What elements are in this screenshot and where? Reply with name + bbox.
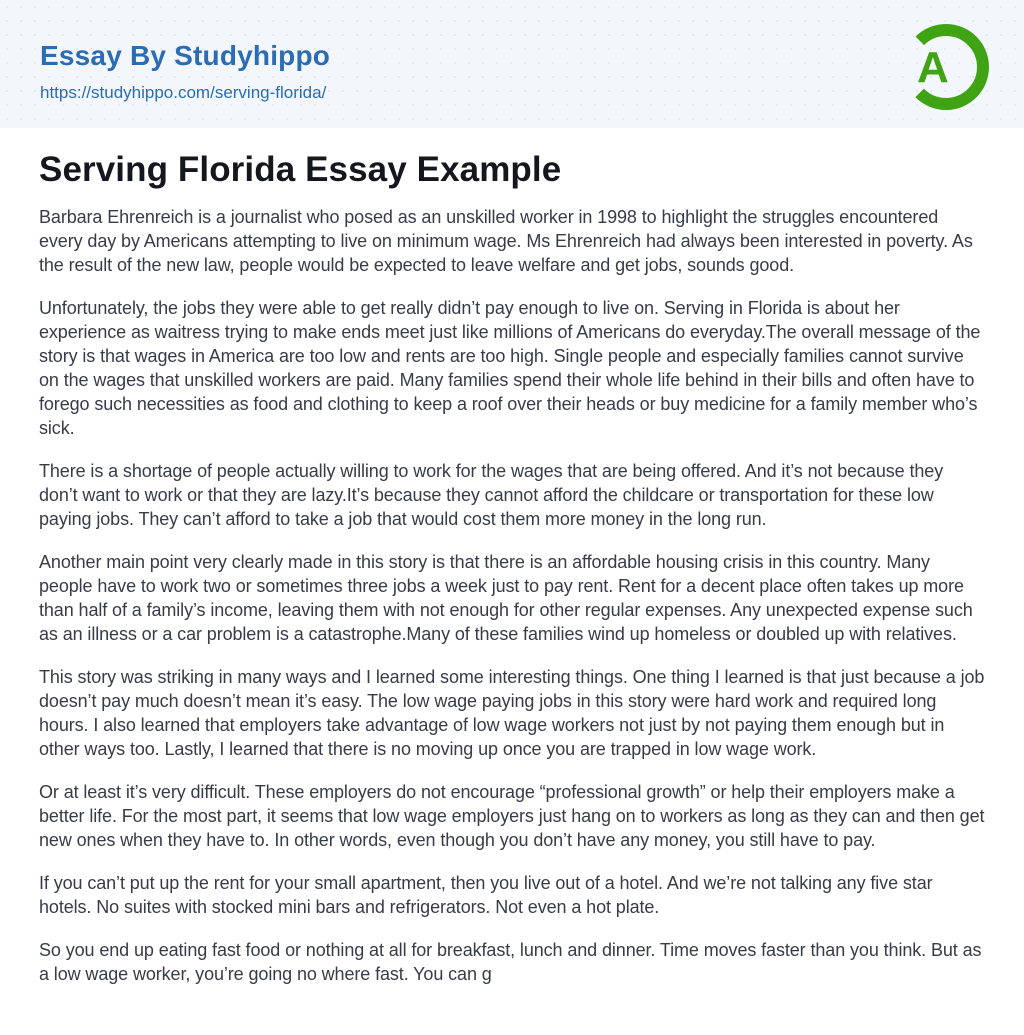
- paragraph: There is a shortage of people actually willing to work for the wages that are being offered. And it’s not because they don’t want to work or that they are lazy.It’s because they cannot afford the childcare or transportation for these low paying jobs. They can’t afford to take a job that would cost them more money in the long run.: [39, 461, 944, 529]
- paragraph: Barbara Ehrenreich is a journalist who posed as an unskilled worker in 1998 to highlight the struggles encountered every day by Americans attempting to live on minimum wage. Ms Ehrenreich had always been interested in poverty. As the result of the new law, people would be expected to leave welfare and get jobs, sounds good.: [39, 207, 973, 275]
- paragraph: If you can’t put up the rent for your small apartment, then you live out of a hotel. And we’re not talking any five star hotels. No suites with stocked mini bars and refrigerators. Not even a hot plate.: [39, 873, 933, 917]
- logo-arc-icon: [894, 18, 990, 116]
- paragraph: Or at least it’s very difficult. These employers do not encourage “professional growth” or help their employers make a better life. For the most part, it seems that low wage employers just hang on to workers as long as they can and then get new ones when they have to. In other words, even though you don’t have any money, you still have to pay.: [39, 782, 985, 850]
- paragraph: So you end up eating fast food or nothing at all for breakfast, lunch and dinner. Time moves faster than you think. But as a low wage worker, you’re going no where fast. You can g: [39, 940, 982, 984]
- paragraph: Another main point very clearly made in this story is that there is an affordable housing crisis in this country. Many people have to work two or sometimes three jobs a week just to pay rent. Rent for a decent place often takes up more than half of a family’s income, leaving them with not enough for other regular expenses. Any unexpected expense such as an illness or a car problem is a catastrophe.Many of these families wind up homeless or doubled up with relatives.: [39, 552, 973, 644]
- logo-letter: A: [917, 43, 949, 92]
- page-url-link[interactable]: https://studyhippo.com/serving-florida/: [40, 83, 327, 102]
- studyhippo-logo: [894, 18, 990, 116]
- paragraph: This story was striking in many ways and I learned some interesting things. One thing I learned is that just because a job doesn’t pay much doesn’t mean it’s easy. The low wage paying jobs in this story were hard work and required long hours. I also learned that employers take advantage of low wage workers not just by not paying them enough but in other ways too. Lastly, I learned that there is no moving up once you are trapped in low wage work.: [39, 667, 985, 759]
- page-header: [0, 0, 1024, 128]
- site-title: Essay By Studyhippo: [40, 40, 331, 71]
- paragraph: Unfortunately, the jobs they were able to get really didn’t pay enough to live on. Serving in Florida is about her experience as waitress trying to make ends meet just like millions of Americans do everyday.The overall message of the story is that wages in America are too low and rents are too high. Single people and especially families cannot survive on the wages that unskilled workers are paid. Many families spend their whole life behind in their bills and often have to forego such necessities as food and clothing to keep a roof over their heads or buy medicine for a family member who’s sick.: [39, 298, 981, 438]
- page-title: Serving Florida Essay Example: [39, 150, 562, 189]
- article: [0, 128, 1024, 986]
- article-body: [39, 205, 985, 986]
